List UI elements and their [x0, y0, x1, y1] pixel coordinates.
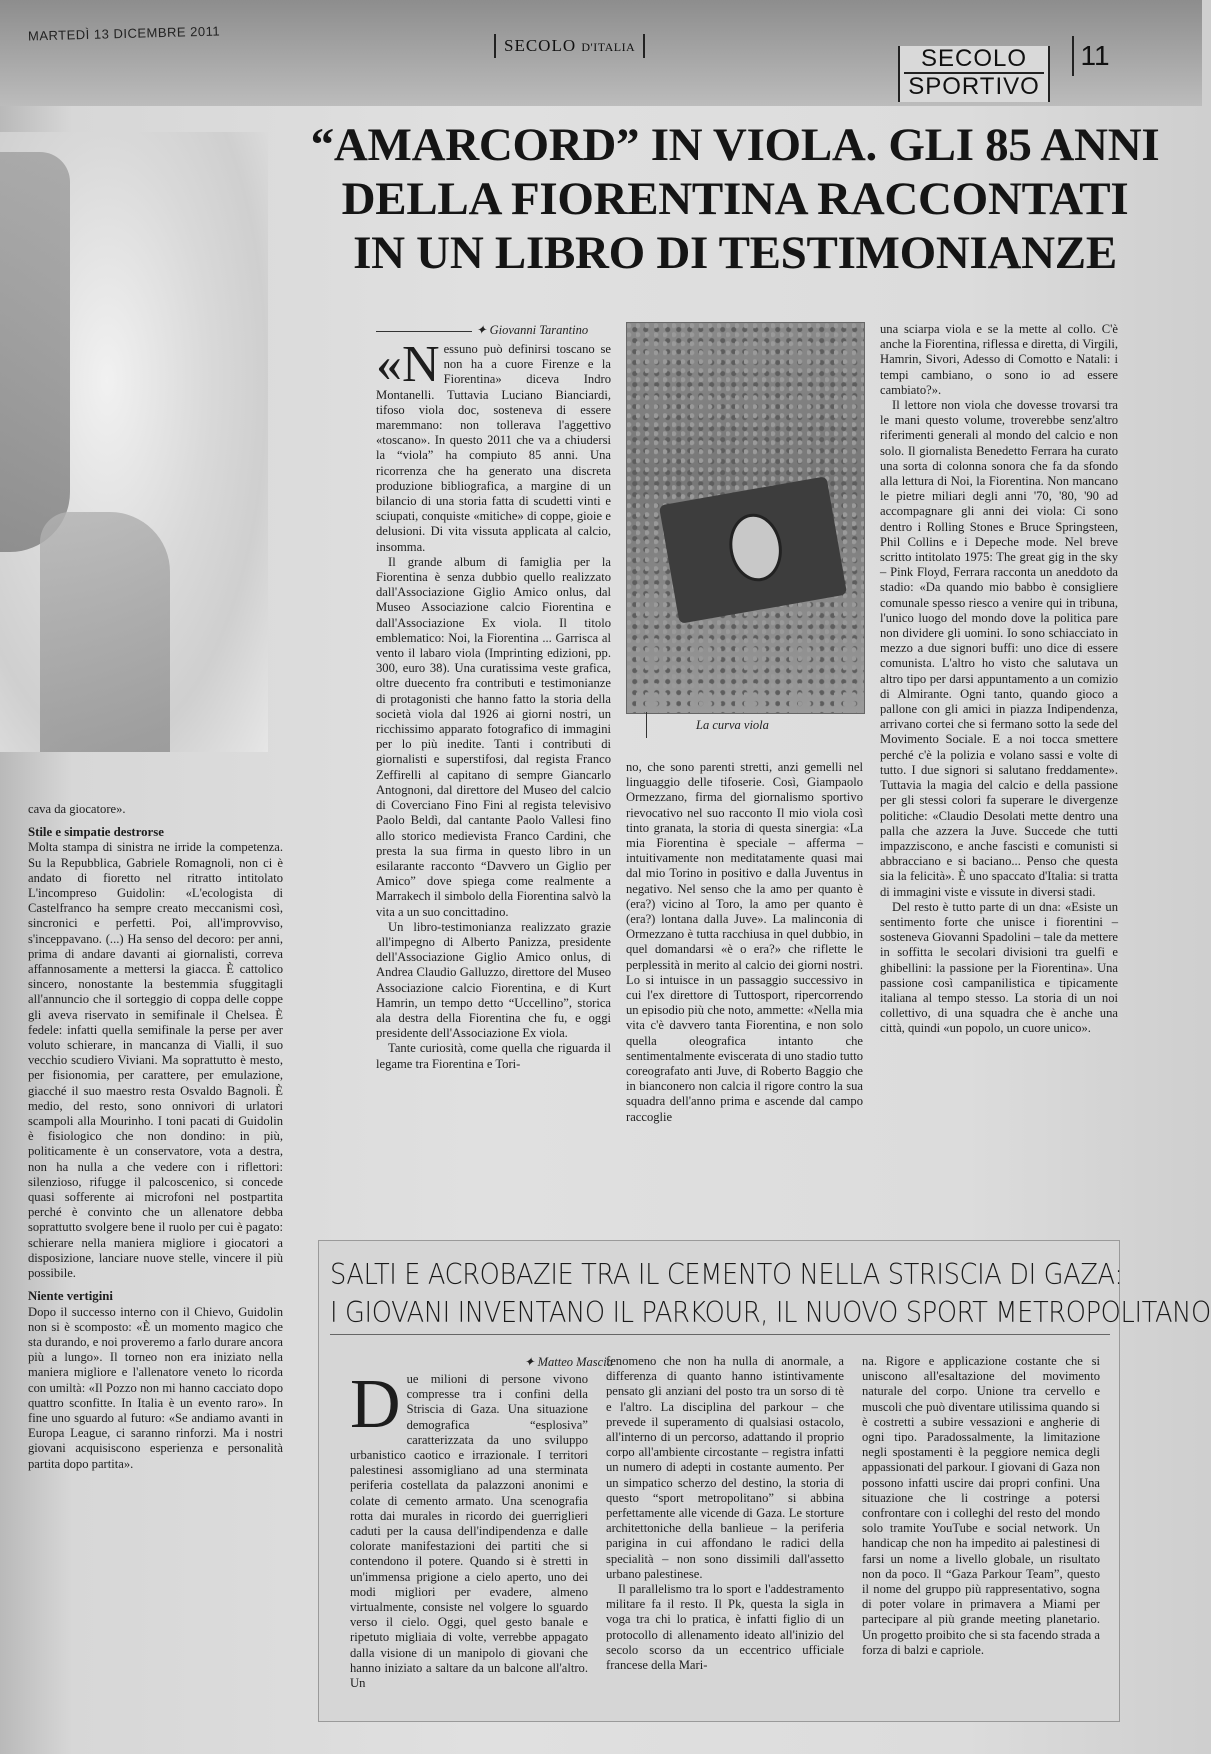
main-headline	[295, 118, 1175, 280]
caption-rule	[646, 712, 647, 738]
article-paragraph: fenomeno che non ha nulla di anormale, a differenza di quanto hanno istintivamente pensato gli anziani del posto tra un sorso di tè e l'altro. La disciplina del parkour – che prevede il superamento di qualsiasi ostacolo, all'interno di un percorso, adattando il proprio corpo all'ambiente circostante – registra infatti un numero di adepti in costante aumento. Per un simpatico scherzo del destino, la storia di questo “sport metropolitano” si abbina perfettamente alle vicende di Gaza. Le storture architettoniche della banlieue – la periferia parigina in cui affondano le radici della specialità – non sono dissimili dall'assetto urbano palestinese.	[606, 1354, 844, 1581]
gaza-byline: ✦ Matteo Mascia	[524, 1355, 613, 1369]
headline-line: “AMARCORD” IN VIOLA. GLI 85 ANNI	[310, 119, 1160, 171]
article-paragraph: Tante curiosità, come quella che riguarda il legame tra Fiorentina e Tori-	[376, 1041, 611, 1071]
masthead	[494, 34, 645, 58]
player-photo-figure	[0, 152, 70, 552]
main-byline: ✦ Giovanni Tarantino	[376, 322, 588, 338]
main-article-column-3	[880, 322, 1118, 1208]
fleur-de-lis-icon	[724, 510, 787, 586]
player-photo-figure-lower	[40, 512, 170, 752]
main-article-column-1	[376, 336, 611, 1071]
gaza-headline-line: SALTI E ACROBAZIE TRA IL CEMENTO NELLA STRISCIA DI GAZA:	[330, 1258, 1123, 1291]
article-paragraph: Del resto è tutto parte di un dna: «Esiste un sentimento forte che unisce i fiorentini – sosteneva Giovanni Spadolini – tale da mettere in soffitta le secolari divisioni tra guelfi e ghibellini: la passione per la Fiorentina». Una passione così campanilistica e tipicamente italiana al tempo stesso. La storia di un noi collettivo, di una squadra che è anche una città, quindi «un popolo, un cuore unico».	[880, 899, 1118, 1036]
issue-date: MARTEDÌ 13 DICEMBRE 2011	[27, 23, 221, 44]
masthead-title: SECOLO	[504, 36, 577, 55]
main-article-column-2	[626, 760, 863, 1208]
page-number: 11	[1072, 36, 1116, 76]
left-column-article	[28, 802, 283, 1722]
headline-line: DELLA FIORENTINA RACCONTATI	[341, 173, 1129, 225]
paragraph-text: ue milioni di persone vivono compresse tra i confini della Striscia di Gaza. Una situazione demografica “esplosiva” caratterizzata da uno sviluppo urbanistico caotico e irrazionale. I territori palestinesi assomigliano ad una sterminata periferia costellata da palazzoni anonimi e colate di cemento armato. Una scenografia rotta dai murales in ricordo dei guerriglieri caduti per la causa dell'indipendenza e dalle colorate manifestazioni dei partiti che si contendono il potere. Quando si è stretti in un'immensa prigione a cielo aperto, uno dei modi migliori per evadere, almeno virtualmente, consiste nel volgere lo sguardo verso il cielo. Oggi, quel gesto banale e ripetuto migliaia di volte, verrebbe appagato dalla visione di un manipolo di giovani che hanno iniziato a saltare da un balcone all'altro. Un	[350, 1372, 588, 1691]
article-paragraph: una sciarpa viola e se la mette al collo. C'è anche la Fiorentina, riflessa e diretta, di Virgili, Hamrin, Sivori, Adesso di Comotto e Natali: i tempi cambiano, o sono io ad essere cambiato?».	[880, 322, 1118, 397]
gaza-column-3	[862, 1354, 1100, 1712]
article-paragraph: na. Rigore e applicazione costante che si uniscono all'esaltazione del movimento naturale del corpo. Unione tra cervello e muscoli che può diventare utilissima quando si è costretti a subire vessazioni e angherie di ogni tipo. Paradossalmente, la limitazione negli spostamenti è la peggiore nemica degli appassionati del parkour. I giovani di Gaza non possono infatti uscire dai propri confini. Una situazione che li costringe a potersi confrontare con i colleghi del resto del mondo solo tramite YouTube e social network. Un handicap che non ha impedito ai palestinesi di farsi un nome a livello globale, un risultato non da poco. Il “Gaza Parkour Team”, questo il nome del gruppo più rappresentativo, sogna di poter volare in primavera a Miami per partecipare al più grande meeting planetario. Un progetto proibito che si sta facendo strada a forza di balzi e capriole.	[862, 1354, 1100, 1657]
gaza-column-1	[350, 1366, 588, 1712]
subheading: Niente vertigini	[28, 1289, 113, 1304]
gaza-headline	[330, 1256, 1211, 1332]
player-photo	[0, 132, 268, 752]
article-paragraph: Molta stampa di sinistra ne irride la competenza. Su la Repubblica, Gabriele Romagnoli, non ci è andato di fioretto nel ritratto intitolato L'incompreso Guidolin: «L'ecologista di Castelfranco ha sempre creato meccanismi così, sincronici e perfetti. Poi, all'improvviso, s'inceppavano. (...) Ha senso del decoro: per anni, prima di andare davanti ai giornalisti, correva affannosamente a mettersi la giacca. È cattolico sincero, nonostante la bestemmia sfuggitagli all'annuncio che il sorteggio di coppa delle coppe gli aveva riservato in semifinale il Chelsea. È fedele: infatti quella semifinale la perse per aver voluto schierare, in mancanza di Vialli, il suo vecchio scudiero Viviani. Ma soprattutto è mesto, per fisionomia, per carattere, per emulazione, giacché il suo maestro resta Osvaldo Bagnoli. È medio, del resto, sono onnivori di urlatori scampoli alla Mourinho. I toni pacati di Guidolin è fisiologico che non dondino: in più, politicamente è un conservatore, vota a destra, non ha nulla a che vedere con i riflettori: silenzioso, rifugge il palcoscenico, si concede quasi sofferente ai microfoni nel postpartita perché è convinto che un allenatore debba soprattutto svolgere bene il ruolo per cui è pagato: schierare nella maniera migliore i giocatori a disposizione, lanciare nuove stelle, vincere il più possibile.	[28, 840, 283, 1281]
gaza-headline-line: I GIOVANI INVENTANO IL PARKOUR, IL NUOVO SPORT METROPOLITANO	[330, 1296, 1211, 1329]
article-fragment: cava da giocatore».	[28, 802, 126, 816]
drop-cap: D	[350, 1366, 401, 1443]
article-paragraph: no, che sono parenti stretti, anzi gemelli nel linguaggio delle tifoserie. Così, Giampaolo Ormezzano, firma del giornalismo sportivo rievocativo nel suo racconto Il mio viola così tinto granata, la storia di questa sinergia: «La mia Fiorentina è speciale – afferma – intuitivamente non meditatamente quasi mai dal mio Torino in positivo e dalla Juventus in negativo. Nel senso che la amo per quanto è (era?) vicino al Toro, la amo per quanto è (era?) lontana dalla Juve». La malinconia di Ormezzano è tutta racchiusa in quel dubbio, in quel domandarsi «è o era?» che riflette le perplessità in merito al calcio dei giorni nostri. Lo si intuisce in un passaggio successivo in cui l'ex direttore di Tuttosport, ripercorrendo un episodio più che noto, ammette: «Nella mia vita c'è davvero tanta Fiorentina, e non solo quella oleografica intanto che sentimentalmente eviscerata di uno stadio tutto coreografato anti Juve, di Roberto Baggio che in bianconero non calcia il rigore contro la sua squadra dell'anno prima e ascende dal campo raccoglie	[626, 760, 863, 1124]
byline-author: Giovanni Tarantino	[489, 323, 589, 337]
byline-rule	[376, 331, 472, 332]
article-paragraph: Il parallelismo tra lo sport e l'addestramento militare fa il resto. Il Pk, questa la sigla in voga tra chi lo pratica, è infatti figlio di un protocollo di allenamento ideato all'inizio del secolo scorso da un eccentrico ufficiale francese della Mari-	[606, 1582, 844, 1673]
article-paragraph: Dopo il successo interno con il Chievo, Guidolin non si è scomposto: «È un momento magico che sta durando, e noi proveremo a farlo durare ancora più a lungo». Il torneo non era iniziato nella maniera migliore e l'allenatore veneto lo ricorda con umiltà: «Il Pozzo non mi hanno cacciato dopo quattro sconfitte. In Italia è un evento raro». In fine uno sguardo al futuro: «Se andiamo avanti in Europa League, ci saranno rinforzi. Ma i nostri giovani acquisiscono esperienza e personalità partita dopo partita».	[28, 1304, 283, 1471]
byline-author: Matteo Mascia	[537, 1355, 613, 1369]
paragraph-text: essuno può definirsi toscano se non ha a cuore Firenze e la Fiorentina» diceva Indro Montanelli. Tuttavia Luciano Bianciardi, tifoso viola doc, sosteneva di essere maremmano: non tollerava l'aggettivo «toscano». In questo 2011 che va a chiudersi la “viola” ha compiuto 85 anni. Una ricorrenza che ha generato una discreta produzione bibliografica, a margine di un bilancio di una storia fatta di scudetti vinti e sciupati, conquiste «mitiche» di coppe, gioie e delusioni. Di vita vissuta applicata al calcio, insomma.	[376, 342, 611, 554]
gaza-column-2	[606, 1354, 844, 1712]
section-label-line2: SPORTIVO	[904, 72, 1044, 100]
article-paragraph: Il lettore non viola che dovesse trovarsi tra le mani questo volume, troverebbe senz'altro riferimenti generali al mondo del calcio e non solo. Il giornalista Benedetto Ferrara ha curato una sorta di colonna sonora che fa da sfondo alla lettura di Noi, la Fiorentina. Non mancano le pietre miliari degli anni '70, '80, '90 ad accompagnare gli anni dei viola: Ci sono dentro i Rolling Stones e Bruce Springsteen, Phil Collins e i Depeche mode. Nel breve scritto intitolato 1975: The great gig in the sky – Pink Floyd, Ferrara racconta un aneddoto da stadio: «Da quando mio babbo è consigliere comunale spesso riesco a venire qui in tribuna, l'unico luogo del mondo dove la politica pare non dividere gli uomini. Io sono schiacciato in mezzo a due signori buffi: uno dice di essere comunista. L'altro ho visto che salutava un altro tipo per darsi appuntamento a un comizio di Almirante. Ogni tanto, quando gioco a pallone con gli amici in piazza Indipendenza, arrivano cortei che si fermano sotto la sede del Movimento Sociale. E a noi tocca smettere perché c'è la polizia e volano sassi e volte di tutto. I due signori si salutano freddamente». Tuttavia la magia del calcio e della passione per gli stessi colori fa superare le divergenze politiche: «Claudio Desolati mette dentro una palla che azzera la Juve. Succede che tutti impazziscono, e anche fascisti e comunisti si abbracciano e si baciano... Penso che questa sia la felicità». È uno spaccato d'Italia: si tratta di immagini viste e vissute in diversi stadi.	[880, 398, 1118, 899]
article-paragraph	[350, 1366, 588, 1691]
gaza-headline-rule	[330, 1334, 1110, 1335]
article-paragraph	[376, 336, 611, 555]
drop-cap: «N	[376, 336, 440, 393]
photo-caption: La curva viola	[696, 718, 769, 732]
article-paragraph: Il grande album di famiglia per la Fiorentina è senza dubbio quello realizzato dall'Associazione Giglio Amico onlus, dal Museo Associazione calcio Fiorentina e dall'Associazione Ex viola. Il titolo emblematico: Noi, la Fiorentina ... Garrisca al vento il labaro viola (Imprinting edizioni, pp. 300, euro 38). Una curatissima veste grafica, oltre duecento fra contributi e testimonianze di protagonisti che hanno fatto la storia della società viola dal 1926 ai giorni nostri, un ricchissimo apparato fotografico di immagini per lo più inedite. Tanti i contributi di giornalisti e superstifosi, dal regista Franco Zeffirelli al capitano di sempre Giancarlo Antognoni, dal direttore del Museo del calcio di Coverciano Fino Fini al regista televisivo Paolo Beldì, dal cantante Paolo Vallesi fino allo storico medievista Franco Cardini, che presta la sua firma in questo libro in un esilarante racconto “Davvero un Giglio per Amico” dove spiega come realmente a Marrakech il simbolo della Fiorentina salvò la vita a un suo concittadino.	[376, 554, 611, 919]
article-paragraph: Un libro-testimonianza realizzato grazie all'impegno di Alberto Panizza, presidente dell'Associazione Giglio Amico onlus, di Andrea Claudio Galluzzo, direttore del Museo Associazione calcio Fiorentina, e di Kurt Hamrin, un tempo detto “Uccellino”, storica ala destra della Fiorentina che fu, e oggi presidente dell'Associazione Ex viola.	[376, 919, 611, 1041]
section-label	[898, 46, 1050, 102]
headline-line: IN UN LIBRO DI TESTIMONIANZE	[353, 227, 1117, 279]
section-label-line1: SECOLO	[920, 45, 1028, 72]
subheading: Stile e simpatie destrorse	[28, 825, 164, 840]
masthead-subtitle: D'ITALIA	[581, 40, 636, 54]
